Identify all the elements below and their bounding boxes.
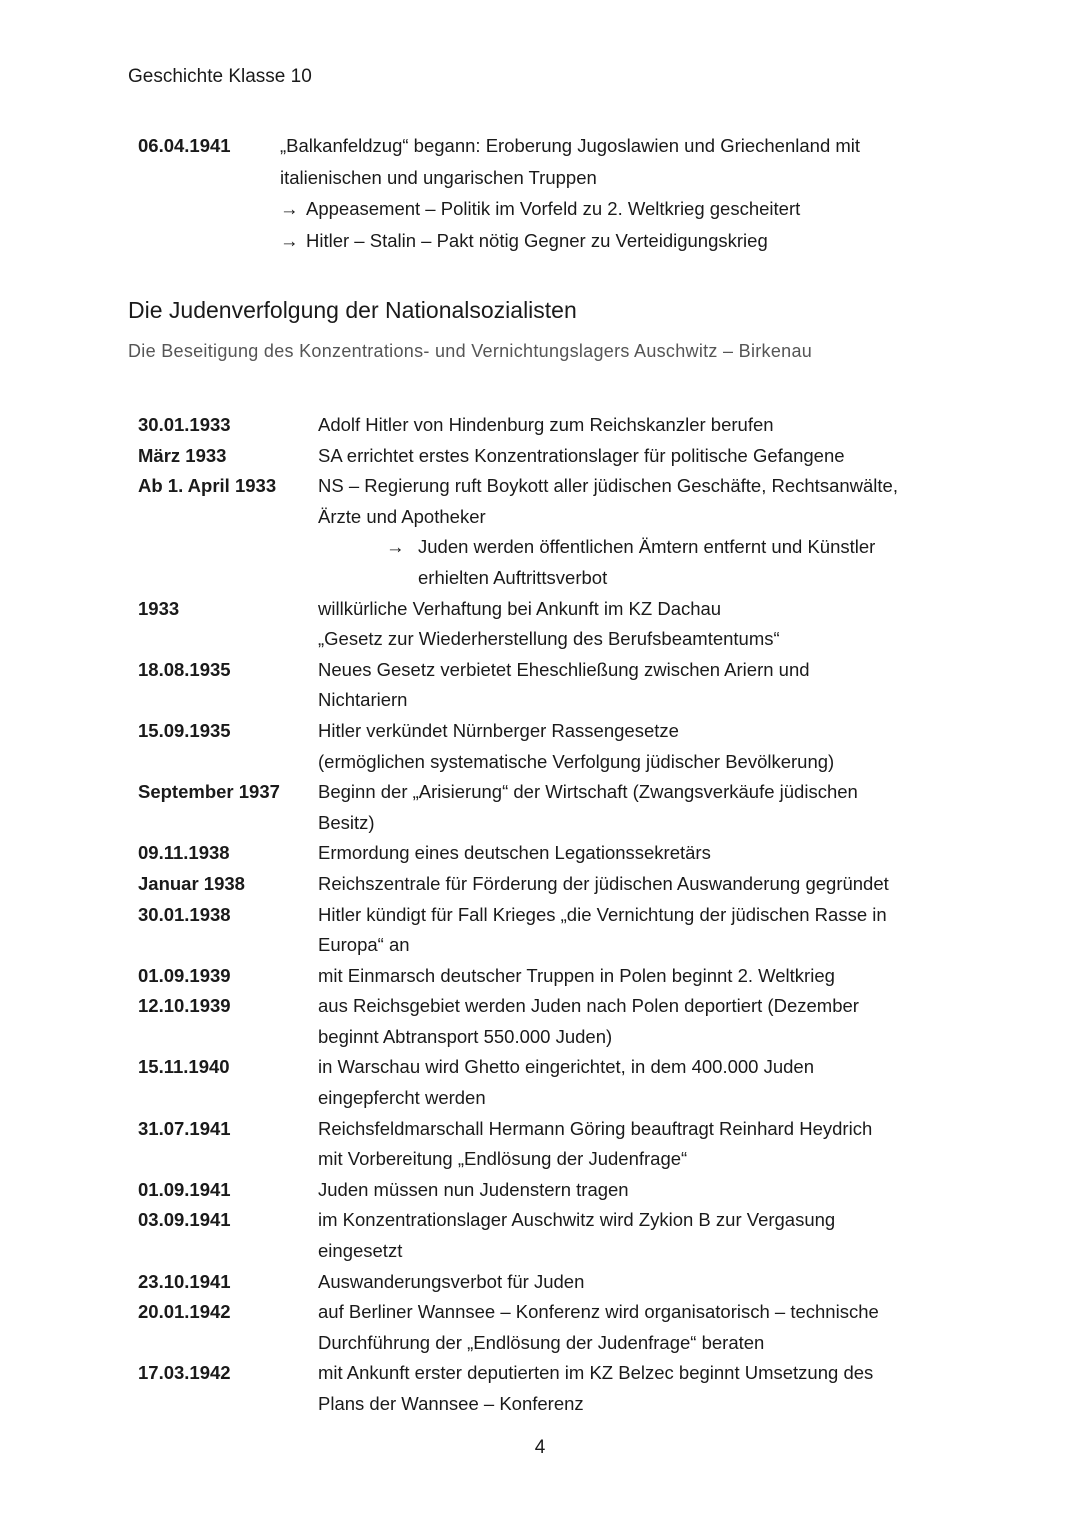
timeline-text [318, 1267, 948, 1298]
timeline-line: SA errichtet erstes Konzentrationslager für politische Gefangene [318, 444, 845, 466]
timeline-row [138, 869, 948, 900]
timeline-date: 15.09.1935 [138, 719, 231, 741]
timeline-text [318, 1358, 948, 1419]
timeline-line: mit Ankunft erster deputierten im KZ Belzec beginnt Umsetzung des [318, 1362, 874, 1384]
timeline-date: März 1933 [138, 444, 227, 466]
page-number: 4 [534, 1437, 546, 1458]
timeline-text [318, 410, 948, 441]
timeline-row [138, 1267, 948, 1298]
arrow-icon: → [280, 198, 299, 219]
timeline-text [318, 838, 948, 869]
timeline-row [138, 900, 948, 961]
timeline-row [138, 961, 948, 992]
timeline-line: Hitler verkündet Nürnberger Rassengesetze [318, 719, 679, 741]
timeline-line: mit Einmarsch deutscher Truppen in Polen beginnt 2. Weltkrieg [318, 964, 835, 986]
timeline-row [138, 716, 948, 777]
timeline-line: Reichszentrale für Förderung der jüdischen Auswanderung gegründet [318, 872, 889, 894]
timeline-row [138, 410, 948, 441]
timeline-date: 30.01.1938 [138, 903, 231, 925]
timeline-subline: erhielten Auftrittsverbot [318, 563, 948, 594]
timeline-text [318, 869, 948, 900]
timeline-text [318, 1205, 948, 1266]
timeline-text [318, 716, 948, 777]
timeline-text [318, 900, 948, 961]
timeline-line: in Warschau wird Ghetto eingerichtet, in dem 400.000 Juden [318, 1056, 815, 1078]
timeline-date: 30.01.1933 [138, 414, 231, 435]
timeline-line: Besitz) [318, 811, 375, 833]
timeline [138, 410, 948, 1420]
timeline-line: Adolf Hitler von Hindenburg zum Reichskanzler berufen [318, 414, 774, 435]
timeline-line: beginnt Abtransport 550.000 Juden) [318, 1025, 613, 1047]
timeline-date: 17.03.1942 [138, 1362, 231, 1384]
timeline-subline: → Juden werden öffentlichen Ämtern entfernt und Künstler [318, 532, 948, 563]
timeline-line: eingepfercht werden [318, 1087, 486, 1109]
timeline-text [318, 1052, 948, 1113]
timeline-date: 03.09.1941 [138, 1209, 231, 1231]
timeline-date: 01.09.1941 [138, 1178, 231, 1200]
timeline-text [318, 441, 948, 472]
timeline-line: Hitler kündigt für Fall Krieges „die Vernichtung der jüdischen Rasse in [318, 903, 887, 925]
arrow-line: → Hitler – Stalin – Pakt nötig Gegner zu Verteidigungskrieg [280, 225, 958, 257]
timeline-row [138, 838, 948, 869]
timeline-date: 09.11.1938 [138, 842, 230, 864]
timeline-date: 01.09.1939 [138, 964, 231, 986]
arrow-icon: → [386, 536, 405, 558]
timeline-text [318, 1175, 948, 1206]
timeline-text [318, 1114, 948, 1175]
timeline-line: Nichtariern [318, 689, 408, 711]
document-header: Geschichte Klasse 10 [128, 66, 312, 87]
timeline-date: 20.01.1942 [138, 1301, 231, 1323]
timeline-line: willkürliche Verhaftung bei Ankunft im KZ Dachau [318, 597, 722, 619]
timeline-line: Plans der Wannsee – Konferenz [318, 1393, 584, 1414]
section-title: Die Judenverfolgung der Nationalsozialisten [128, 297, 577, 323]
entry-line: „Balkanfeldzug“ begann: Eroberung Jugoslawien und Griechenland mit [280, 135, 861, 156]
timeline-text [318, 1297, 948, 1358]
timeline-date: 1933 [138, 597, 180, 619]
timeline-row [138, 1114, 948, 1175]
timeline-text [318, 655, 948, 716]
timeline-row [138, 1175, 948, 1206]
entry-line: italienischen und ungarischen Truppen [280, 166, 597, 188]
timeline-row [138, 471, 948, 593]
arrow-icon [386, 563, 418, 594]
timeline-date: 15.11.1940 [138, 1056, 230, 1078]
timeline-line: eingesetzt [318, 1240, 403, 1262]
timeline-text [318, 471, 948, 593]
timeline-line: Europa“ an [318, 934, 410, 956]
timeline-row [138, 991, 948, 1052]
timeline-row [138, 777, 948, 838]
timeline-row [138, 1358, 948, 1419]
timeline-date: 12.10.1939 [138, 995, 231, 1017]
timeline-line: NS – Regierung ruft Boykott aller jüdischen Geschäfte, Rechtsanwälte, [318, 475, 898, 497]
timeline-row [138, 1052, 948, 1113]
timeline-row [138, 594, 948, 655]
timeline-date: September 1937 [138, 781, 280, 803]
entry-text [280, 130, 958, 256]
timeline-row [138, 1297, 948, 1358]
timeline-date: 23.10.1941 [138, 1270, 231, 1292]
timeline-line: im Konzentrationslager Auschwitz wird Zykion B zur Vergasung [318, 1209, 836, 1231]
timeline-row [138, 441, 948, 472]
timeline-line: Juden müssen nun Judenstern tragen [318, 1178, 629, 1200]
timeline-line: Durchführung der „Endlösung der Judenfrage“ beraten [318, 1331, 765, 1353]
timeline-date: Januar 1938 [138, 872, 245, 894]
timeline-date: Ab 1. April 1933 [138, 475, 277, 497]
timeline-text [318, 991, 948, 1052]
timeline-date: 31.07.1941 [138, 1117, 231, 1139]
arrow-icon: → [280, 229, 299, 251]
timeline-row [138, 655, 948, 716]
timeline-line: mit Vorbereitung „Endlösung der Judenfrage“ [318, 1148, 688, 1170]
timeline-line: auf Berliner Wannsee – Konferenz wird organisatorisch – technische [318, 1301, 879, 1323]
timeline-line: (ermöglichen systematische Verfolgung jüdischer Bevölkerung) [318, 750, 835, 772]
timeline-line: Ermordung eines deutschen Legationssekretärs [318, 842, 711, 864]
section-subtitle: Die Beseitigung des Konzentrations- und Vernichtungslagers Auschwitz – Birkenau [128, 341, 813, 361]
timeline-text [318, 594, 948, 655]
timeline-row [138, 1205, 948, 1266]
timeline-line: Beginn der „Arisierung“ der Wirtschaft (Zwangsverkäufe jüdischen [318, 781, 858, 803]
timeline-line: Reichsfeldmarschall Hermann Göring beauftragt Reinhard Heydrich [318, 1117, 873, 1139]
timeline-date: 18.08.1935 [138, 658, 231, 680]
timeline-text [318, 777, 948, 838]
arrow-line: → Appeasement – Politik im Vorfeld zu 2. Weltkrieg gescheitert [280, 193, 958, 225]
entry-date: 06.04.1941 [138, 135, 231, 156]
timeline-line: Neues Gesetz verbietet Eheschließung zwischen Ariern und [318, 658, 810, 680]
top-entry [138, 130, 958, 256]
timeline-line: Auswanderungsverbot für Juden [318, 1270, 585, 1292]
timeline-line: aus Reichsgebiet werden Juden nach Polen deportiert (Dezember [318, 995, 859, 1017]
timeline-text [318, 961, 948, 992]
timeline-line: Ärzte und Apotheker [318, 505, 486, 527]
timeline-line: „Gesetz zur Wiederherstellung des Berufsbeamtentums“ [318, 628, 780, 650]
